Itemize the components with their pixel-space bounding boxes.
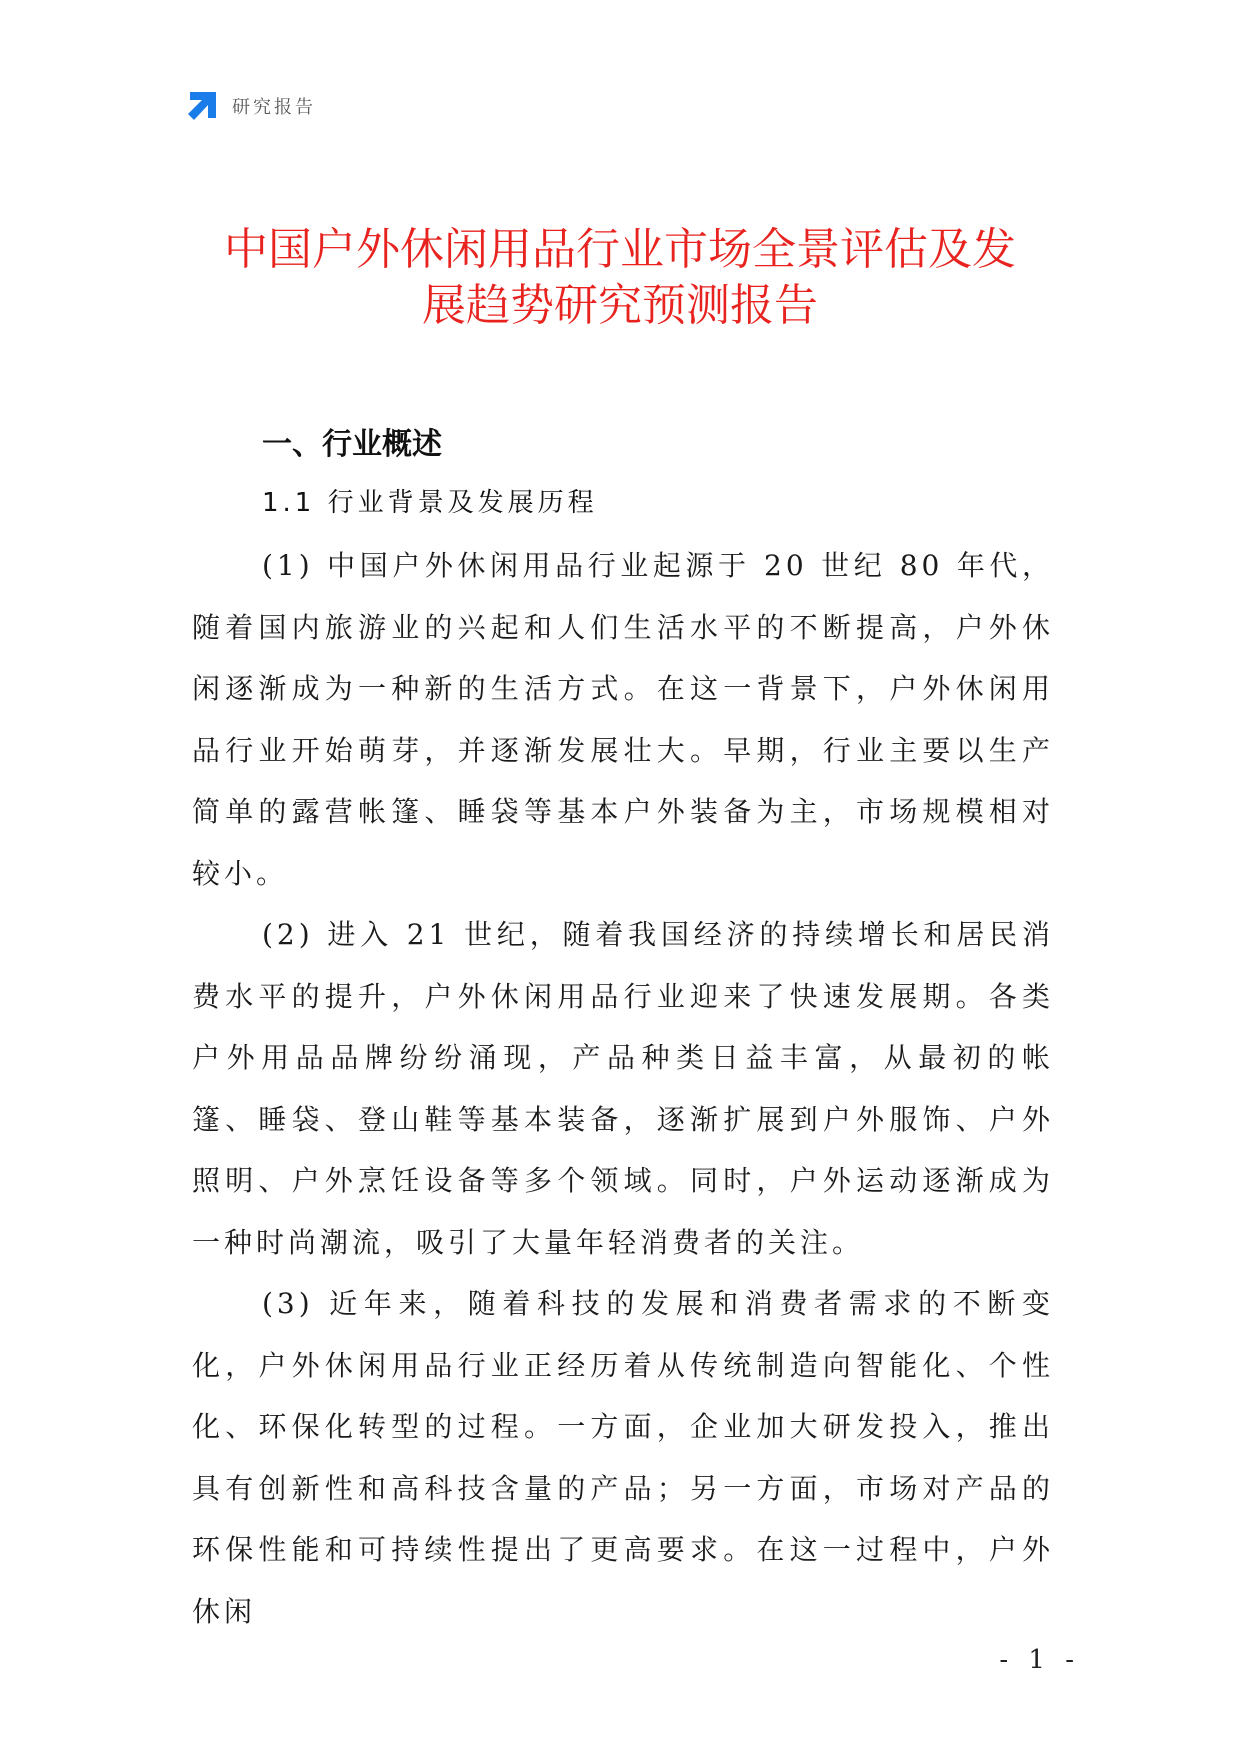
title-line-1: 中国户外休闲用品行业市场全景评估及发 [224, 224, 1016, 275]
title-line-2: 展趋势研究预测报告 [422, 280, 818, 331]
paragraph-2: (2) 进入 21 世纪，随着我国经济的持续增长和居民消费水平的提升，户外休闲用品行业迎来了快速发展期。各类户外用品品牌纷纷涌现，产品种类日益丰富，从最初的帐篷、睡袋、登山鞋等基本装备，逐渐扩展到户外服饰、户外照明、户外烹饪设备等多个领域。同时，户外运动逐渐成为一种时尚潮流，吸引了大量年轻消费者的关注。 [192, 918, 1054, 1259]
document-header [186, 88, 316, 124]
section-heading: 一、行业概述 [262, 427, 442, 462]
header-label: 研究报告 [232, 97, 316, 118]
arrow-up-right-icon [186, 90, 218, 122]
paragraph-3: (3) 近年来，随着科技的发展和消费者需求的不断变化，户外休闲用品行业正经历着从传统制造向智能化、个性化、环保化转型的过程。一方面，企业加大研发投入，推出具有创新性和高科技含量的产品；另一方面，市场对产品的环保性能和可持续性提出了更高要求。在这一过程中，户外休闲 [192, 1287, 1054, 1628]
document-title [150, 222, 1090, 334]
document-body [192, 415, 1054, 1642]
paragraph-1: (1) 中国户外休闲用品行业起源于 20 世纪 80 年代，随着国内旅游业的兴起和人们生活水平的不断提高，户外休闲逐渐成为一种新的生活方式。在这一背景下，户外休闲用品行业开始萌芽，并逐渐发展壮大。早期，行业主要以生产简单的露营帐篷、睡袋等基本户外装备为主，市场规模相对较小。 [192, 549, 1054, 890]
subsection-heading: 1.1 行业背景及发展历程 [262, 488, 598, 518]
page-number: - 1 - [999, 1645, 1080, 1675]
